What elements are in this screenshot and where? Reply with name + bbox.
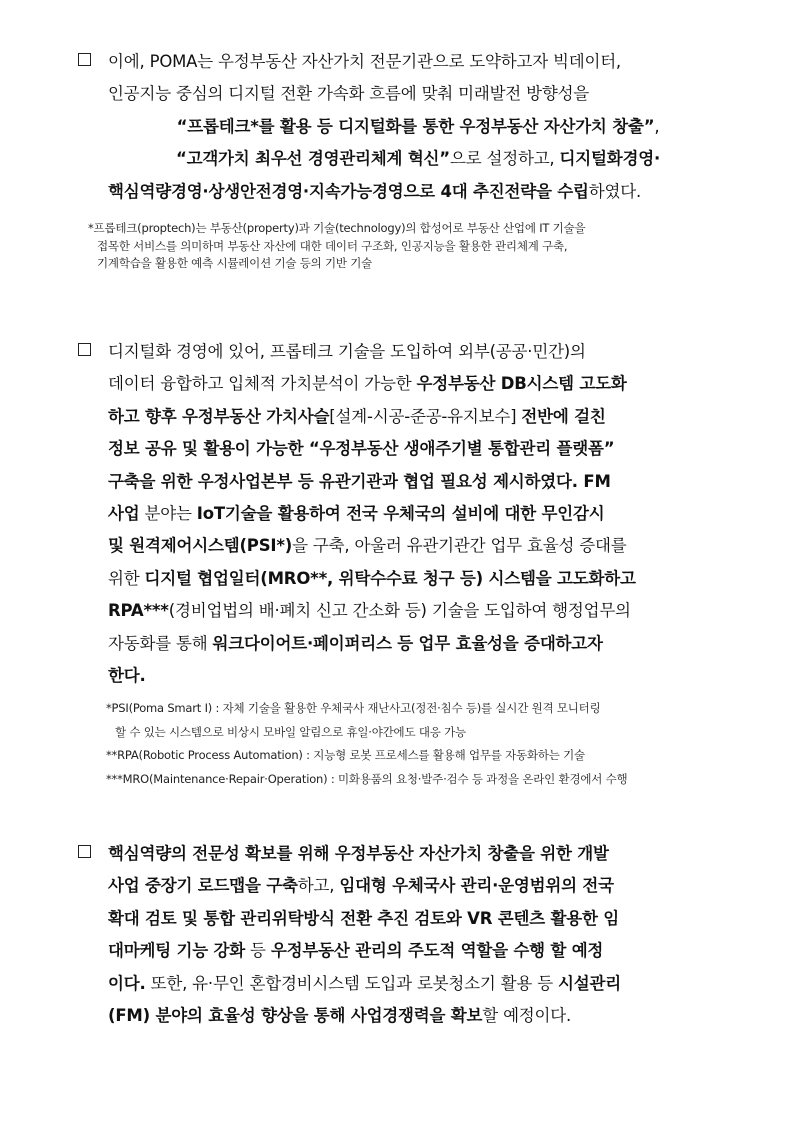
section-1-paragraph (108, 46, 728, 208)
bold-text: 디지털 협업일터(MRO**, 위탁수수료 청구 등) 시스템을 고도화하고 (144, 568, 636, 588)
bold-text: 우정부동산 관리의 주도적 역할을 수행 할 예정 (270, 941, 604, 961)
text-line (108, 433, 728, 465)
bold-text: 워크다이어트·페이퍼리스 등 업무 효율성을 증대하고자 (212, 633, 603, 653)
bold-text: (FM) 분야의 효율성 향상을 통해 사업경쟁력을 확보 (108, 1006, 483, 1026)
bold-text: 및 원격제어시스템(PSI*) (108, 536, 293, 556)
text-line (108, 176, 728, 208)
text-run: 이에, POMA는 우정부동산 자산가치 전문기관으로 도약하고자 빅데이터, (108, 52, 621, 71)
text-line (108, 498, 728, 530)
bold-text: 정보 공유 및 활용이 가능한 “우정부동산 생애주기별 통합관리 플랫폼” (108, 439, 615, 459)
text-run: 인공지능 중심의 디지털 전환 가속화 흐름에 맞춰 미래발전 방향성을 (108, 84, 590, 104)
text-run: 할 예정이다. (482, 1006, 572, 1026)
bold-text: 대마케팅 기능 강화 (108, 941, 246, 961)
text-line (108, 466, 728, 498)
footnote-line: *PSI(Poma Smart I) : 자체 기술을 활용한 우체국사 재난사고(정전·침수 등)를 실시간 원격 모니터링 (106, 701, 601, 716)
section-1 (78, 46, 728, 273)
bold-text: IoT기술을 활용하여 전국 우체국의 설비에 대한 무인감시 (196, 504, 605, 524)
bold-text: 핵심역량의 전문성 확보를 위해 우정부동산 자산가치 창출을 위한 개발 (108, 844, 609, 863)
footnote-line: 접목한 서비스를 의미하며 부동산 자산에 대한 데이터 구조화, 인공지능을 활용한 관리체계 구축, (97, 238, 568, 253)
text-run: (경비업법의 배·폐치 신고 간소화 등) 기술을 도입하여 행정업무의 (168, 601, 631, 621)
bold-text: 디지털화경영· (559, 149, 661, 169)
bold-text: 구축을 위한 우정사업본부 등 유관기관과 협업 필요성 제시하였다. FM (108, 471, 611, 491)
text-line (108, 563, 728, 595)
bold-text: 이다. (108, 973, 146, 993)
section-2-paragraph (108, 336, 728, 692)
text-run: 을 구축, 아울러 유관기관간 업무 효율성 증대를 (292, 536, 627, 556)
text-run: 하였다. (588, 181, 642, 201)
bold-text: “고객가치 최우선 경영관리체계 혁신” (175, 149, 450, 169)
checkbox-bullet-icon (78, 845, 91, 858)
text-line (108, 968, 728, 1000)
section-1-footnotes (88, 220, 728, 273)
text-run: 하고, (297, 876, 340, 896)
text-line (108, 530, 728, 562)
bold-text: 사업 (108, 504, 140, 524)
text-line (108, 143, 728, 175)
text-line (108, 46, 728, 78)
bold-text: 임대형 우체국사 관리·운영범위의 전국 (339, 876, 614, 896)
text-line (108, 660, 728, 692)
text-line (108, 935, 728, 967)
section-2-footnotes (106, 700, 726, 788)
checkbox-bullet-icon (78, 53, 91, 66)
text-line (108, 1000, 728, 1032)
text-run: 또한, 유·무인 혼합경비시스템 도입과 로봇청소기 활용 등 (145, 973, 558, 993)
checkbox-bullet-icon (78, 343, 91, 356)
text-line (108, 78, 728, 110)
footnote-line: 기계학습을 활용한 예측 시뮬레이션 기술 등의 기반 기술 (97, 256, 373, 271)
text-run: 위한 (108, 568, 145, 588)
footnote-line: ***MRO(Maintenance·Repair·Operation) : 미화용품의 요청·발주·검수 등 과정을 온라인 환경에서 수행 (106, 771, 628, 786)
text-run: 데이터 융합하고 입체적 가치분석이 가능한 (108, 374, 417, 394)
bold-text: 한다. (108, 666, 146, 686)
footnote-line: **RPA(Robotic Process Automation) : 지능형 로봇 프로세스를 활용해 업무를 자동화하는 기술 (106, 748, 585, 763)
text-run: 으로 설정하고, (449, 149, 560, 169)
text-line (108, 870, 728, 902)
text-run: 디지털화 경영에 있어, 프롭테크 기술을 도입하여 외부(공공·민간)의 (108, 342, 586, 361)
text-line (108, 111, 728, 143)
bold-text: 하고 향후 우정부동산 가치사슬 (108, 406, 330, 426)
text-run: 분야는 (139, 504, 197, 524)
bold-text: 시설관리 (558, 973, 621, 993)
text-run: [설계-시공-준공-유지보수] (329, 406, 522, 426)
text-line (108, 336, 728, 368)
text-run: 등 (245, 941, 271, 961)
bold-text: 확대 검토 및 통합 관리위탁방식 전환 추진 검토와 VR 콘텐츠 활용한 임 (108, 908, 620, 928)
section-3-paragraph (108, 838, 728, 1032)
bold-text: 우정부동산 DB시스템 고도화 (416, 374, 627, 394)
footnote-line: *프롭테크(proptech)는 부동산(property)과 기술(technology)의 합성어로 부동산 산업에 IT 기술을 (88, 221, 586, 236)
bold-text: 핵심역량경영·상생안전경영·지속가능경영으로 4대 추진전략을 수립 (108, 181, 589, 201)
bold-text: 전반에 걸친 (521, 406, 606, 426)
text-run: 자동화를 통해 (108, 633, 213, 653)
section-3 (78, 838, 728, 1032)
bold-text: RPA*** (108, 601, 169, 621)
text-line (108, 595, 728, 627)
bold-text: “프롭테크*를 활용 등 디지털화를 통한 우정부동산 자산가치 창출” (176, 116, 655, 136)
footnote-line: 할 수 있는 시스템으로 비상시 모바일 알림으로 휴일·야간에도 대응 가능 (115, 724, 466, 739)
text-line (108, 401, 728, 433)
bold-text: 사업 중장기 로드맵을 구축 (108, 876, 298, 896)
text-line (108, 628, 728, 660)
text-line (108, 368, 728, 400)
section-2 (78, 336, 728, 794)
text-line (108, 838, 728, 870)
text-run: , (654, 116, 660, 136)
text-line (108, 903, 728, 935)
